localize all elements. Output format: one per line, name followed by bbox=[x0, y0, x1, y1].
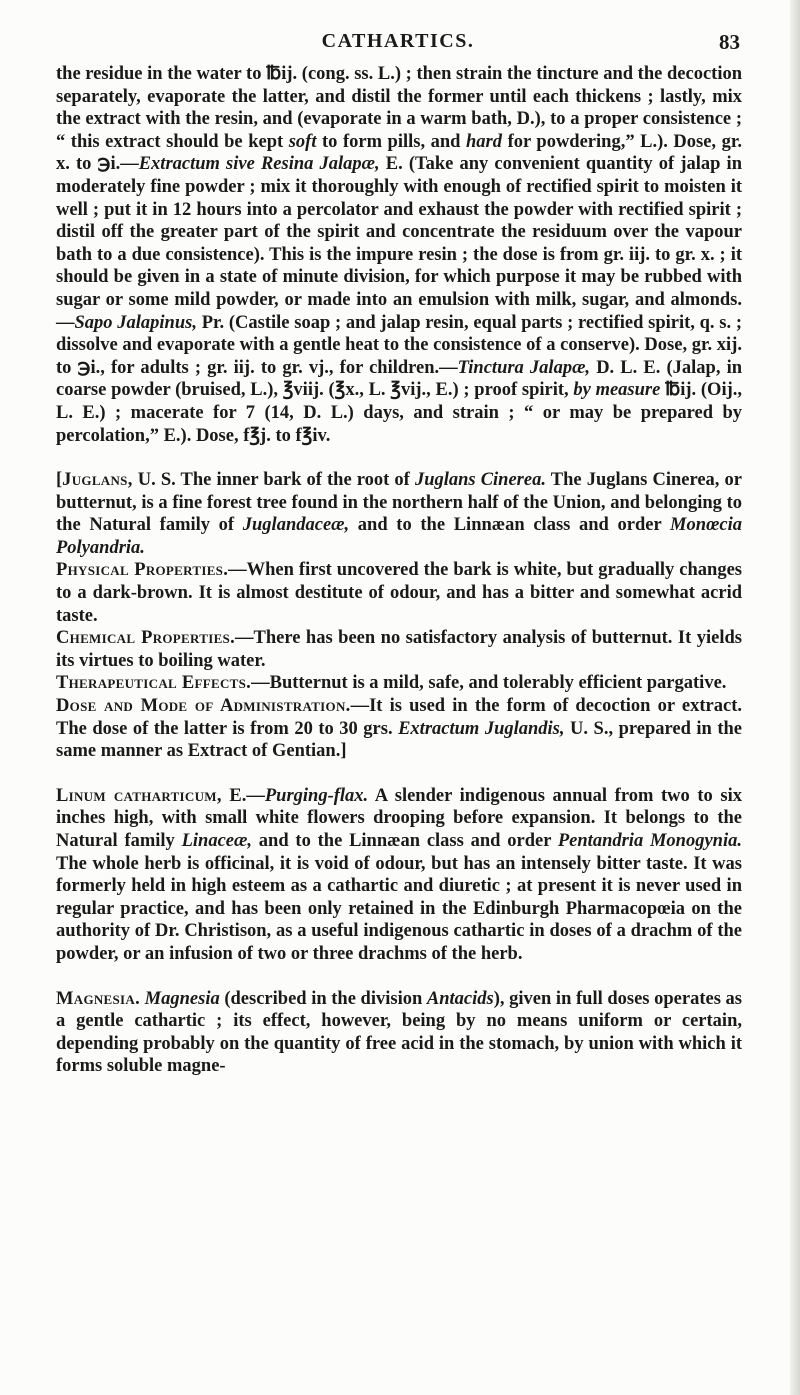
entry-heading-magnesia: Magnesia. bbox=[56, 988, 141, 1009]
text-run: for powdering,” L.). Dose, gr. x. to ℈i.— bbox=[56, 131, 742, 175]
text-run: and to the Linnæan class and order bbox=[349, 515, 671, 536]
subheading-therapeutical: Therapeutical Effects. bbox=[56, 673, 252, 694]
paragraph-juglans bbox=[56, 469, 742, 559]
preparation-name-tinctura: Tinctura Jalapæ, bbox=[457, 357, 591, 378]
paragraph-jalap-continued bbox=[56, 63, 742, 447]
preparation-name-sapo: Sapo Jalapinus, bbox=[74, 312, 197, 333]
text-run: D. L. E. (Jalap, in coarse powder (bruised, L.), ℥viij. (℥x., L. ℥vij., E.) ; proof spirit, bbox=[56, 357, 743, 401]
family-name: Juglandaceæ, bbox=[242, 515, 350, 536]
text-run: and to the Linnæan class and order bbox=[252, 831, 558, 851]
text-run: Pr. (Castile soap ; and jalap resin, equal parts ; rectified spirit, q. s. ; dissolve and evaporate with a gentle heat to the consistence of a conserve). Dose, gr. xij. to ℈i., for adults ; gr. iij. to gr. vj., for children.— bbox=[56, 312, 742, 378]
running-head bbox=[56, 30, 740, 54]
linnaean-order: Monœcia Polyandria. bbox=[56, 515, 742, 558]
species-name: Juglans Cinerea. bbox=[414, 470, 546, 491]
emphasis-by-measure: by measure bbox=[573, 380, 661, 401]
paragraph-gap bbox=[56, 447, 742, 469]
running-title: CATHARTICS. bbox=[321, 30, 475, 52]
common-name: Purging-flax. bbox=[264, 785, 369, 806]
preparation-name-extractum-juglandis: Extractum Juglandis, bbox=[398, 718, 565, 739]
text-run: ℔ij. (Oij., L. E.) ; macerate for 7 (14, D. L.) days, and strain ; “ or may be prepared by percolation,” E.). Dose, f℥j. to f℥iv. bbox=[56, 380, 742, 446]
emphasis-magnesia: Magnesia bbox=[144, 988, 220, 1009]
paragraph-linum bbox=[56, 785, 742, 966]
text-run: E. (Take any convenient quantity of jalap in moderately fine powder ; mix it thoroughly with enough of rectified spirit to moisten it well ; put it in 12 hours into a percolator and exhaust the powder with rectified spirit ; distil off the greater part of the spirit and concentrate the residuum over the vapour bath to a due consistence). This is the impure resin ; the dose is from gr. iij. to gr. x. ; it should be given in a state of minute division, for which purpose it may be rubbed with sugar or some mild powder, or made into an emulsion with milk, sugar, and almonds.— bbox=[56, 154, 742, 333]
paragraph-dose-administration bbox=[56, 695, 742, 763]
body-text bbox=[56, 63, 742, 1078]
emphasis-hard: hard bbox=[466, 131, 503, 152]
subheading-physical: Physical Properties. bbox=[56, 560, 229, 581]
text-run: ), given in full doses operates as a gentle cathartic ; its effect, however, being by no means uniform or certain, depending probably on the quantity of free acid in the stomach, by union with which it forms soluble magne- bbox=[56, 988, 743, 1077]
text-run: E.— bbox=[221, 785, 265, 806]
linnaean-order: Pentandria Monogynia. bbox=[557, 831, 742, 851]
text-run: —When first uncovered the bark is white, but gradually changes to a dark-brown. It is almost destitute of odour, and has a bitter and somewhat acrid taste. bbox=[56, 560, 742, 626]
subheading-chemical: Chemical Properties. bbox=[56, 628, 236, 649]
text-run: (described in the division bbox=[219, 988, 427, 1009]
text-run: A slender indigenous annual from two to six inches high, with small white flowers drooping before expansion. It belongs to the Natural family bbox=[56, 785, 742, 851]
paragraph-chemical-properties bbox=[56, 627, 742, 672]
text-run: The Juglans Cinerea, or butternut, is a fine forest tree found in the northern half of the Union, and belonging to the Natural family of bbox=[56, 470, 742, 536]
paragraph-therapeutical-effects bbox=[56, 672, 742, 695]
family-name: Linaceæ, bbox=[181, 831, 252, 851]
subheading-dose: Dose and Mode of Administration. bbox=[56, 696, 351, 717]
text-run: —It is used in the form of decoction or extract. The dose of the latter is from 20 to 30 grs. bbox=[56, 696, 742, 739]
preparation-name-extractum: Extractum sive Resina Jalapæ, bbox=[138, 154, 380, 175]
emphasis-soft: soft bbox=[288, 131, 317, 152]
page-number: 83 bbox=[719, 30, 740, 54]
text-run: U. S. The inner bark of the root of bbox=[132, 470, 415, 491]
page-edge-shadow bbox=[790, 0, 800, 1395]
entry-heading-juglans: Juglans, bbox=[62, 470, 133, 491]
text-run: —There has been no satisfactory analysis of butternut. It yields its virtues to boiling water. bbox=[56, 628, 742, 671]
bracket-open: [ bbox=[56, 470, 63, 491]
text-run: to form pills, and bbox=[316, 131, 467, 152]
paragraph-physical-properties bbox=[56, 559, 742, 627]
paragraph-gap bbox=[56, 966, 742, 988]
text-run: The whole herb is officinal, it is void of odour, but has an intensely bitter taste. It was formerly held in high esteem as a cathartic and diuretic ; at present it is never used in regular practice, and has been only retained in the Edinburgh Pharmacopœia on the authority of Dr. Christison, as a useful indigenous cathartic in doses of a drachm of the powder, or an infusion of two or three drachms of the herb. bbox=[56, 853, 742, 964]
paragraph-magnesia bbox=[56, 988, 742, 1078]
entry-heading-linum: Linum catharticum, bbox=[56, 785, 222, 806]
paragraph-gap bbox=[56, 763, 742, 785]
text-run: —Butternut is a mild, safe, and tolerably efficient pargative. bbox=[251, 673, 727, 694]
text-run: the residue in the water to ℔ij. (cong. ss. L.) ; then strain the tincture and the decoction separately, evaporate the latter, and distil the former until each thickens ; lastly, mix the extract with the resin, and (evaporate in a warm bath, D.), to a proper consistence ; “ this extract should be kept bbox=[56, 64, 742, 152]
text-run: U. S., prepared in the same manner as Extract of Gentian.] bbox=[56, 718, 743, 762]
division-name: Antacids bbox=[426, 988, 494, 1009]
